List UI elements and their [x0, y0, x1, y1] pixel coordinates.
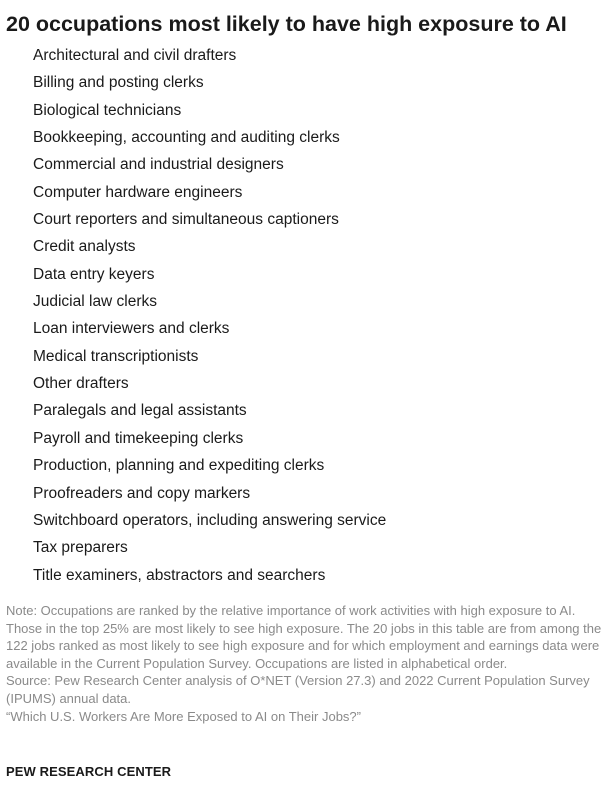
list-item: Judicial law clerks [33, 293, 158, 311]
list-item: Proofreaders and copy markers [33, 484, 251, 502]
list-item: Other drafters [33, 375, 129, 393]
note-text: Note: Occupations are ranked by the relative importance of work activities with high exposure to AI. Those in the top 25% are most likely to see high exposure. The 20 jobs in this table are from among the 122 jobs ranked as most likely to see high exposure and for which employment and earnings data were available in the Current Population Survey. Occupations are listed in alphabetical order. [6, 603, 602, 671]
list-item: Data entry keyers [33, 265, 155, 283]
list-item: Tax preparers [33, 539, 128, 557]
occupation-list [33, 42, 386, 589]
list-item: Bookkeeping, accounting and auditing clerks [33, 129, 340, 147]
list-item: Production, planning and expediting clerks [33, 457, 325, 475]
list-item: Billing and posting clerks [33, 74, 204, 92]
list-item: Credit analysts [33, 238, 136, 256]
list-item: Court reporters and simultaneous captioners [33, 211, 339, 229]
brand-logo-text: PEW RESEARCH CENTER [6, 764, 172, 779]
list-item: Loan interviewers and clerks [33, 320, 230, 338]
list-item: Commercial and industrial designers [33, 156, 284, 174]
list-item: Switchboard operators, including answering service [33, 511, 387, 529]
list-item: Medical transcriptionists [33, 347, 199, 365]
list-item: Payroll and timekeeping clerks [33, 429, 244, 447]
source-text: Source: Pew Research Center analysis of O*NET (Version 27.3) and 2022 Current Population Survey (IPUMS) annual data. [6, 673, 590, 706]
footnotes [6, 602, 610, 725]
list-item: Paralegals and legal assistants [33, 402, 247, 420]
list-item: Biological technicians [33, 101, 182, 119]
list-item: Title examiners, abstractors and searchers [33, 566, 326, 584]
list-item: Architectural and civil drafters [33, 47, 237, 64]
report-title: “Which U.S. Workers Are More Exposed to AI on Their Jobs?” [6, 708, 361, 724]
list-item: Computer hardware engineers [33, 183, 243, 201]
page-title: 20 occupations most likely to have high exposure to AI [6, 12, 567, 36]
